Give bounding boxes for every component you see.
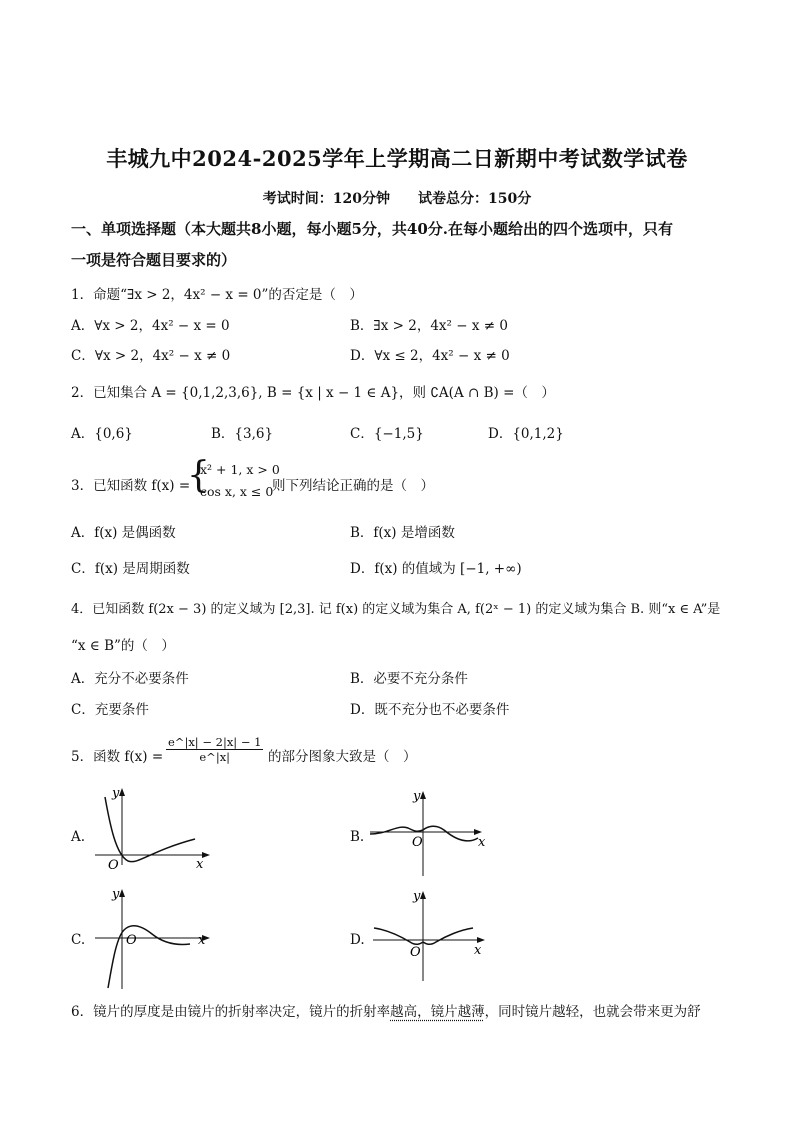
question-2-stem: 2．已知集合 A = {0,1,2,3,6}, B = {x | x − 1 ∈ A}，则 ∁A(A ∩ B) =（ ） [71,385,555,401]
q4-option-c: C．充要条件 [71,702,149,718]
q3-option-a: A．f(x) 是偶函数 [71,525,176,541]
section-heading-cont: 一项是符合题目要求的） [71,251,237,269]
q2-option-d: D．{0,1,2} [488,426,564,442]
q2-option-c: C．{−1,5} [350,426,424,442]
q5-option-c: C. [71,932,86,948]
exam-info: 考试时间：120分钟 试卷总分：150分 [262,191,532,207]
q4-option-d: D．既不充分也不必要条件 [350,702,510,718]
q3-option-b: B．f(x) 是增函数 [350,525,455,541]
q3-case-2: cos x, x ≤ 0 [200,484,274,499]
q3-option-c: C．f(x) 是周期函数 [71,561,190,577]
question-3-suffix: 则下列结论正确的是（ ） [272,478,434,494]
graph-a [90,785,215,873]
graph-d-y-label: y [413,889,421,904]
section-heading: 一、单项选择题（本大题共8小题，每小题5分，共40分.在每小题给出的四个选项中，只有 [71,220,673,238]
graph-d [368,888,493,983]
q3-case-1: x² + 1, x > 0 [200,462,280,477]
graph-b-y-arrow [420,791,426,799]
q1-option-c: C．∀x > 2，4x² − x ≠ 0 [71,348,231,364]
q2-option-a: A．{0,6} [71,426,133,442]
graph-c-y-arrow [119,889,125,897]
graph-b-origin-label: O [412,835,423,850]
q5-option-b: B. [350,829,365,845]
q6-text-2: ，同时镜片越轻，也就会带来更为舒 [484,1004,701,1020]
question-5-prefix: 5．函数 f(x) = [71,749,164,765]
graph-a-y-arrow [119,788,125,796]
q5-numerator: e^|x| − 2|x| − 1 [168,735,262,749]
q4-option-b: B．必要不充分条件 [350,671,468,687]
graph-a-y-label: y [112,786,120,801]
graph-c-origin-label: O [126,933,137,948]
q1-option-b: B．∃x > 2，4x² − x ≠ 0 [350,318,508,334]
graph-d-y-arrow [420,891,426,899]
q6-text-1: 6．镜片的厚度是由镜片的折射率决定，镜片的折射率 [71,1004,391,1020]
q2-option-b: B．{3,6} [211,426,274,442]
graph-b-x-label: x [478,835,486,850]
q5-denominator: e^|x| [199,750,231,764]
graph-a-x-label: x [196,857,204,872]
graph-b [368,788,493,878]
piecewise-brace: { [187,455,210,496]
question-3-prefix: 3．已知函数 f(x) = [71,478,191,494]
question-1-stem: 1．命题“∃x > 2，4x² − x = 0”的否定是（ ） [71,287,363,303]
graph-d-x-label: x [474,943,482,958]
graph-c-y-label: y [112,887,120,902]
q6-emphasis: 越高，镜片越薄 [390,1004,485,1020]
question-6-stem [71,1000,701,1020]
graph-b-curve [370,826,478,841]
graph-d-origin-label: O [410,945,421,960]
q1-option-a: A．∀x > 2，4x² − x = 0 [71,318,230,334]
graph-a-curve [105,797,195,862]
page-title: 丰城九中2024-2025学年上学期高二日新期中考试数学试卷 [106,146,688,171]
q5-option-d: D. [350,932,365,948]
graph-a-origin-label: O [108,858,119,873]
q5-option-a: A. [71,829,86,845]
q1-option-d: D．∀x ≤ 2，4x² − x ≠ 0 [350,348,510,364]
q3-option-d: D．f(x) 的值域为 [−1, +∞) [350,561,522,577]
q4-option-a: A．充分不必要条件 [71,671,189,687]
question-4-stem-cont: “x ∈ B”的（ ） [71,638,175,654]
question-5-suffix: 的部分图象大致是（ ） [268,749,417,765]
q5-fraction [166,735,263,764]
graph-c-curve [108,926,190,988]
graph-b-y-label: y [413,789,421,804]
graph-c [90,886,215,991]
question-4-stem: 4．已知函数 f(2x − 3) 的定义域为 [2,3]. 记 f(x) 的定义域为集合 A, f(2ˣ − 1) 的定义域为集合 B. 则“x ∈ A”是 [71,602,721,617]
graph-c-x-label: x [198,933,206,948]
